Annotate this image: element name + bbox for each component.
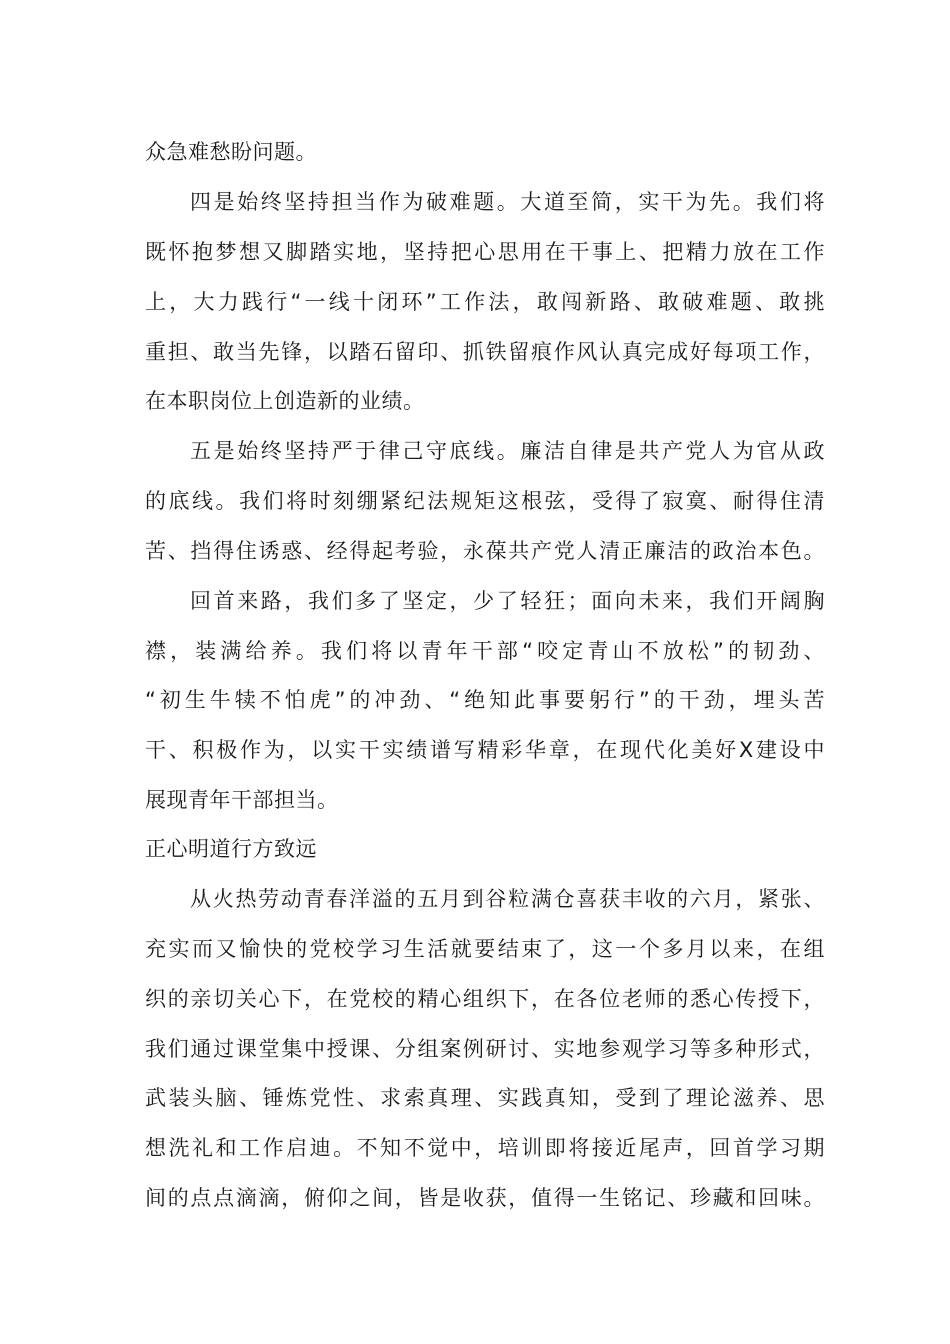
text-line: 襟，装满给养。我们将以青年干部“咬定青山不放松”的韧劲、 [145, 639, 825, 663]
text-line: 的底线。我们将时刻绷紧纪法规矩这根弦，受得了寂寞、耐得住清 [145, 489, 825, 513]
text-line: 既怀抱梦想又脚踏实地，坚持把心思用在干事上、把精力放在工作 [145, 240, 825, 264]
text-line: 想洗礼和工作启迪。不知不觉中，培训即将接近尾声，回首学习期 [145, 1136, 825, 1160]
text-line: 展现青年干部担当。 [145, 788, 339, 812]
text-line: 众急难愁盼问题。 [145, 140, 317, 164]
text-line: 干、积极作为，以实干实绩谱写精彩华章，在现代化美好X建设中 [145, 738, 825, 762]
paragraph-first-line: 四是始终坚持担当作为破难题。大道至简，实干为先。我们将 [190, 190, 825, 214]
text-line: 上，大力践行“一线十闭环”工作法，敢闯新路、敢破难题、敢挑 [145, 290, 825, 314]
paragraph-first-line: 从火热劳动青春洋溢的五月到谷粒满仓喜获丰收的六月，紧张、 [190, 887, 825, 911]
text-line: 织的亲切关心下，在党校的精心组织下，在各位老师的悉心传授下， [145, 987, 825, 1011]
paragraph-first-line: 回首来路，我们多了坚定，少了轻狂；面向未来，我们开阔胸 [190, 589, 825, 613]
text-line: 在本职岗位上创造新的业绩。 [145, 389, 425, 413]
text-line: 充实而又愉快的党校学习生活就要结束了，这一个多月以来，在组 [145, 937, 825, 961]
text-line: 苦、挡得住诱惑、经得起考验，永葆共产党人清正廉洁的政治本色。 [145, 539, 825, 563]
text-line: “初生牛犊不怕虎”的冲劲、“绝知此事要躬行”的干劲，埋头苦 [145, 688, 825, 712]
text-line: 我们通过课堂集中授课、分组案例研讨、实地参观学习等多种形式， [145, 1037, 825, 1061]
section-heading: 正心明道行方致远 [145, 837, 317, 861]
text-line: 间的点点滴滴，俯仰之间，皆是收获，值得一生铭记、珍藏和回味。 [145, 1186, 825, 1210]
paragraph-first-line: 五是始终坚持严于律己守底线。廉洁自律是共产党人为官从政 [190, 439, 825, 463]
text-line: 重担、敢当先锋，以踏石留印、抓铁留痕作风认真完成好每项工作， [145, 340, 825, 364]
text-line: 武装头脑、锤炼党性、求索真理、实践真知，受到了理论滋养、思 [145, 1086, 825, 1110]
